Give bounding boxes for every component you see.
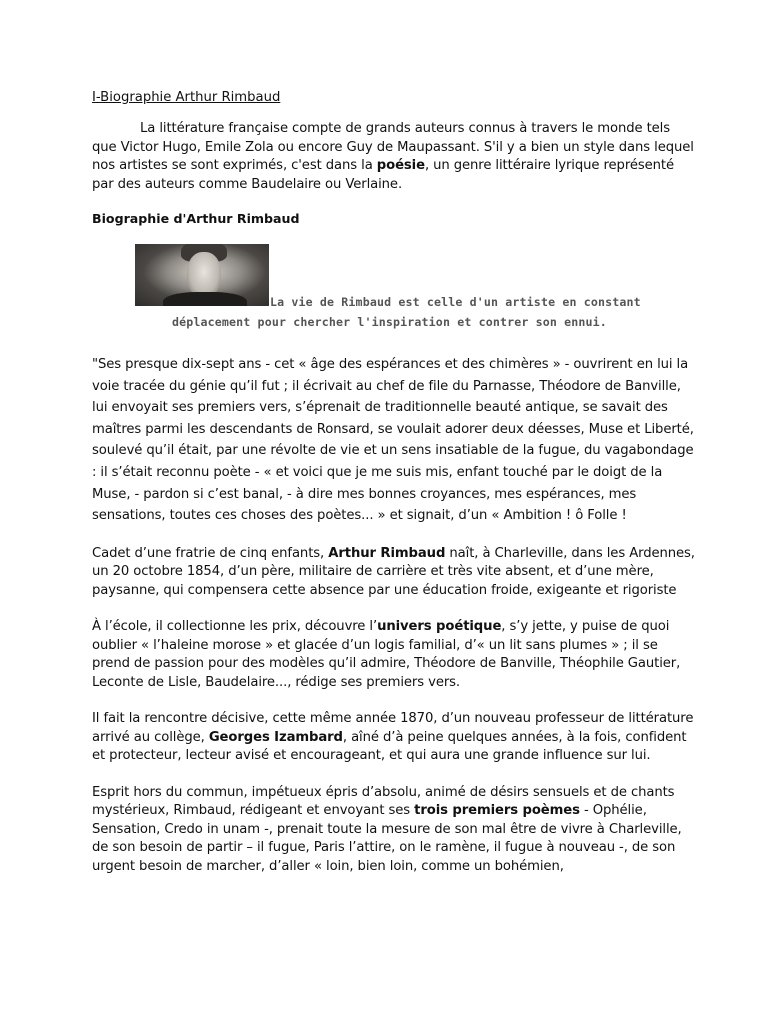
- quote-paragraph: "Ses presque dix-sept ans - cet « âge des espérances et des chimères » - ouvrirent en lui la voie tracée du génie qu’il fut ; il écrivait au chef de file du Parnasse, Théodore de Banville, lui envoyait ses premiers vers, s’éprenait de traditionnelle beauté antique, se savait des maîtres parmi les descendants de Ronsard, se voulait adorer deux déesses, Muse et Liberté, soulevé qu’il était, par une révolte de vie et un sens insatiable de la fugue, du vagabondage : il s’était reconnu poète - « et voici que je me suis mis, enfant touché par le doigt de la Muse, - pardon si c’est banal, - à dire mes bonnes croyances, mes espérances, mes sensations, toutes ces choses des poètes... » et signait, d’un « Ambition ! ô Folle !: [92, 357, 694, 524]
- paragraph-izambard: [92, 710, 698, 766]
- paragraph-poems: [92, 784, 698, 877]
- photo-caption-line-1: La vie de Rimbaud est celle d'un artiste en constant: [270, 295, 641, 309]
- para1-text-2: naît, à Charleville, dans les Ardennes, un 20 octobre 1854, d’un père, militaire de carrière et très vite absent, et d’une mère, paysanne, qui compensera cette absence par une éducation froide, exigeante et rigoriste: [92, 545, 695, 598]
- para4-text-1: Esprit hors du commun, impétueux épris d’absolu, animé de désirs sensuels et de chants mystérieux, Rimbaud, rédigeant et envoyant ses: [92, 784, 675, 819]
- intro-text-1: La littérature française compte de grands auteurs connus à travers le monde tels que Victor Hugo, Emile Zola ou encore Guy de Maupassant. S'il y a bien un style dans lequel nos artistes se sont exprimés, c'est dans la: [92, 121, 694, 173]
- section-heading: Biographie d'Arthur Rimbaud: [92, 211, 300, 226]
- para3-text-1: Il fait la rencontre décisive, cette même année 1870, d’un nouveau professeur de littérature arrivé au collège,: [92, 711, 694, 745]
- para2-text-1: À l’école, il collectionne les prix, découvre l’: [92, 619, 378, 635]
- para3-bold: Georges Izambard: [208, 729, 343, 745]
- para3-text-2: , aîné d’à peine quelques années, à la fois, confident et protecteur, lecteur avisé et encourageant, et qui aura une grande influence sur lui.: [92, 729, 687, 764]
- intro-text-2: , un genre littéraire lyrique représenté par des auteurs comme Baudelaire ou Verlaine.: [92, 158, 674, 192]
- para2-text-2: , s’y jette, y puise de quoi oublier « l’haleine morose » et glacée d’un logis familial, d’« un lit sans plumes » ; il se prend de passion pour des modèles qu’il admire, Théodore de Banville, Théophile Gautier, Leconte de Lisle, Baudelaire..., rédige ses premiers vers.: [92, 619, 681, 690]
- intro-paragraph: [92, 120, 698, 194]
- intro-bold-poesie: poésie: [376, 158, 425, 173]
- para1-bold: Arthur Rimbaud: [328, 545, 446, 561]
- photo-block: [92, 244, 698, 334]
- para2-bold: univers poétique: [377, 619, 502, 635]
- photo-caption: [92, 292, 698, 332]
- paragraph-school: [92, 618, 698, 692]
- para4-bold: trois premiers poèmes: [414, 803, 580, 819]
- photo-caption-line-2: déplacement pour chercher l'inspiration et contrer son ennui.: [172, 315, 607, 329]
- document-title: I-Biographie Arthur Rimbaud: [92, 90, 281, 105]
- para4-text-2: - Ophélie, Sensation, Credo in unam -, prenait toute la mesure de son mal être de vivre à Charleville, de son besoin de partir – il fugue, Paris l’attire, on le ramène, il fugue à nouveau -, de son urgent besoin de marcher, d’aller « loin, bien loin, comme un bohémien,: [92, 803, 682, 874]
- paragraph-birth: [92, 545, 698, 601]
- para1-text-1: Cadet d’une fratrie de cinq enfants,: [92, 545, 329, 561]
